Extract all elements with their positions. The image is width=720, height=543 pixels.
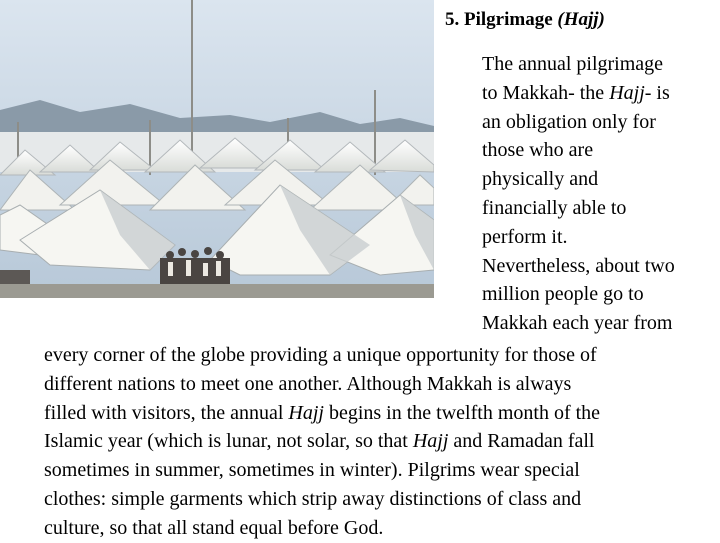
line-text: begins in the twelfth month of the <box>323 401 601 424</box>
main-paragraph <box>44 341 716 543</box>
line-text: clothes: simple garments which strip away distinctions of class and <box>44 487 582 510</box>
line-text: perform it. <box>482 225 568 248</box>
paragraph-line <box>44 341 716 370</box>
line-italic: Hajj <box>288 401 324 424</box>
title-italic-text: (Hajj) <box>557 9 605 30</box>
hajj-tents-photo <box>0 0 434 298</box>
line-text: those who are <box>482 139 594 162</box>
line-text: Nevertheless, about two <box>482 254 675 277</box>
paragraph-line <box>482 280 718 309</box>
paragraph-line <box>44 399 716 428</box>
paragraph-line <box>44 427 716 456</box>
line-italic: Hajj <box>412 430 449 453</box>
paragraph-line <box>482 108 718 137</box>
paragraph-line <box>482 252 718 281</box>
paragraph-line <box>482 194 718 223</box>
tent-city-image <box>0 0 434 298</box>
paragraph-line <box>482 309 718 338</box>
line-text: sometimes in summer, sometimes in winter). Pilgrims wear special <box>44 459 580 482</box>
line-text: Islamic year (which is lunar, not solar, so that <box>44 430 413 453</box>
line-text: an obligation only for <box>482 110 656 133</box>
line-text: culture, so that all stand equal before God. <box>44 516 384 539</box>
paragraph-line <box>482 223 718 252</box>
line-text: filled with visitors, the annual <box>44 401 289 424</box>
title-main-text: 5. Pilgrimage <box>445 9 558 30</box>
paragraph-line <box>44 456 716 485</box>
line-text: to Makkah- the <box>482 81 610 104</box>
line-text: The annual pilgrimage <box>482 53 664 75</box>
paragraph-line <box>44 370 716 399</box>
line-text: - is <box>644 81 670 104</box>
paragraph-line <box>44 485 716 514</box>
paragraph-line <box>482 136 718 165</box>
slide-title <box>445 8 605 32</box>
line-italic: Hajj <box>609 81 645 104</box>
intro-paragraph-column <box>482 50 718 338</box>
line-text: million people go to <box>482 283 644 306</box>
paragraph-line <box>482 165 718 194</box>
paragraph-line <box>482 50 718 79</box>
line-text: physically and <box>482 168 599 191</box>
line-text: Makkah each year from <box>482 312 673 335</box>
line-text: and Ramadan fall <box>448 430 595 453</box>
line-text: different nations to meet one another. Although Makkah is always <box>44 372 572 395</box>
line-text: every corner of the globe providing a unique opportunity for those of <box>44 344 597 366</box>
paragraph-line <box>482 79 718 108</box>
paragraph-line <box>44 514 716 543</box>
line-text: financially able to <box>482 196 627 219</box>
